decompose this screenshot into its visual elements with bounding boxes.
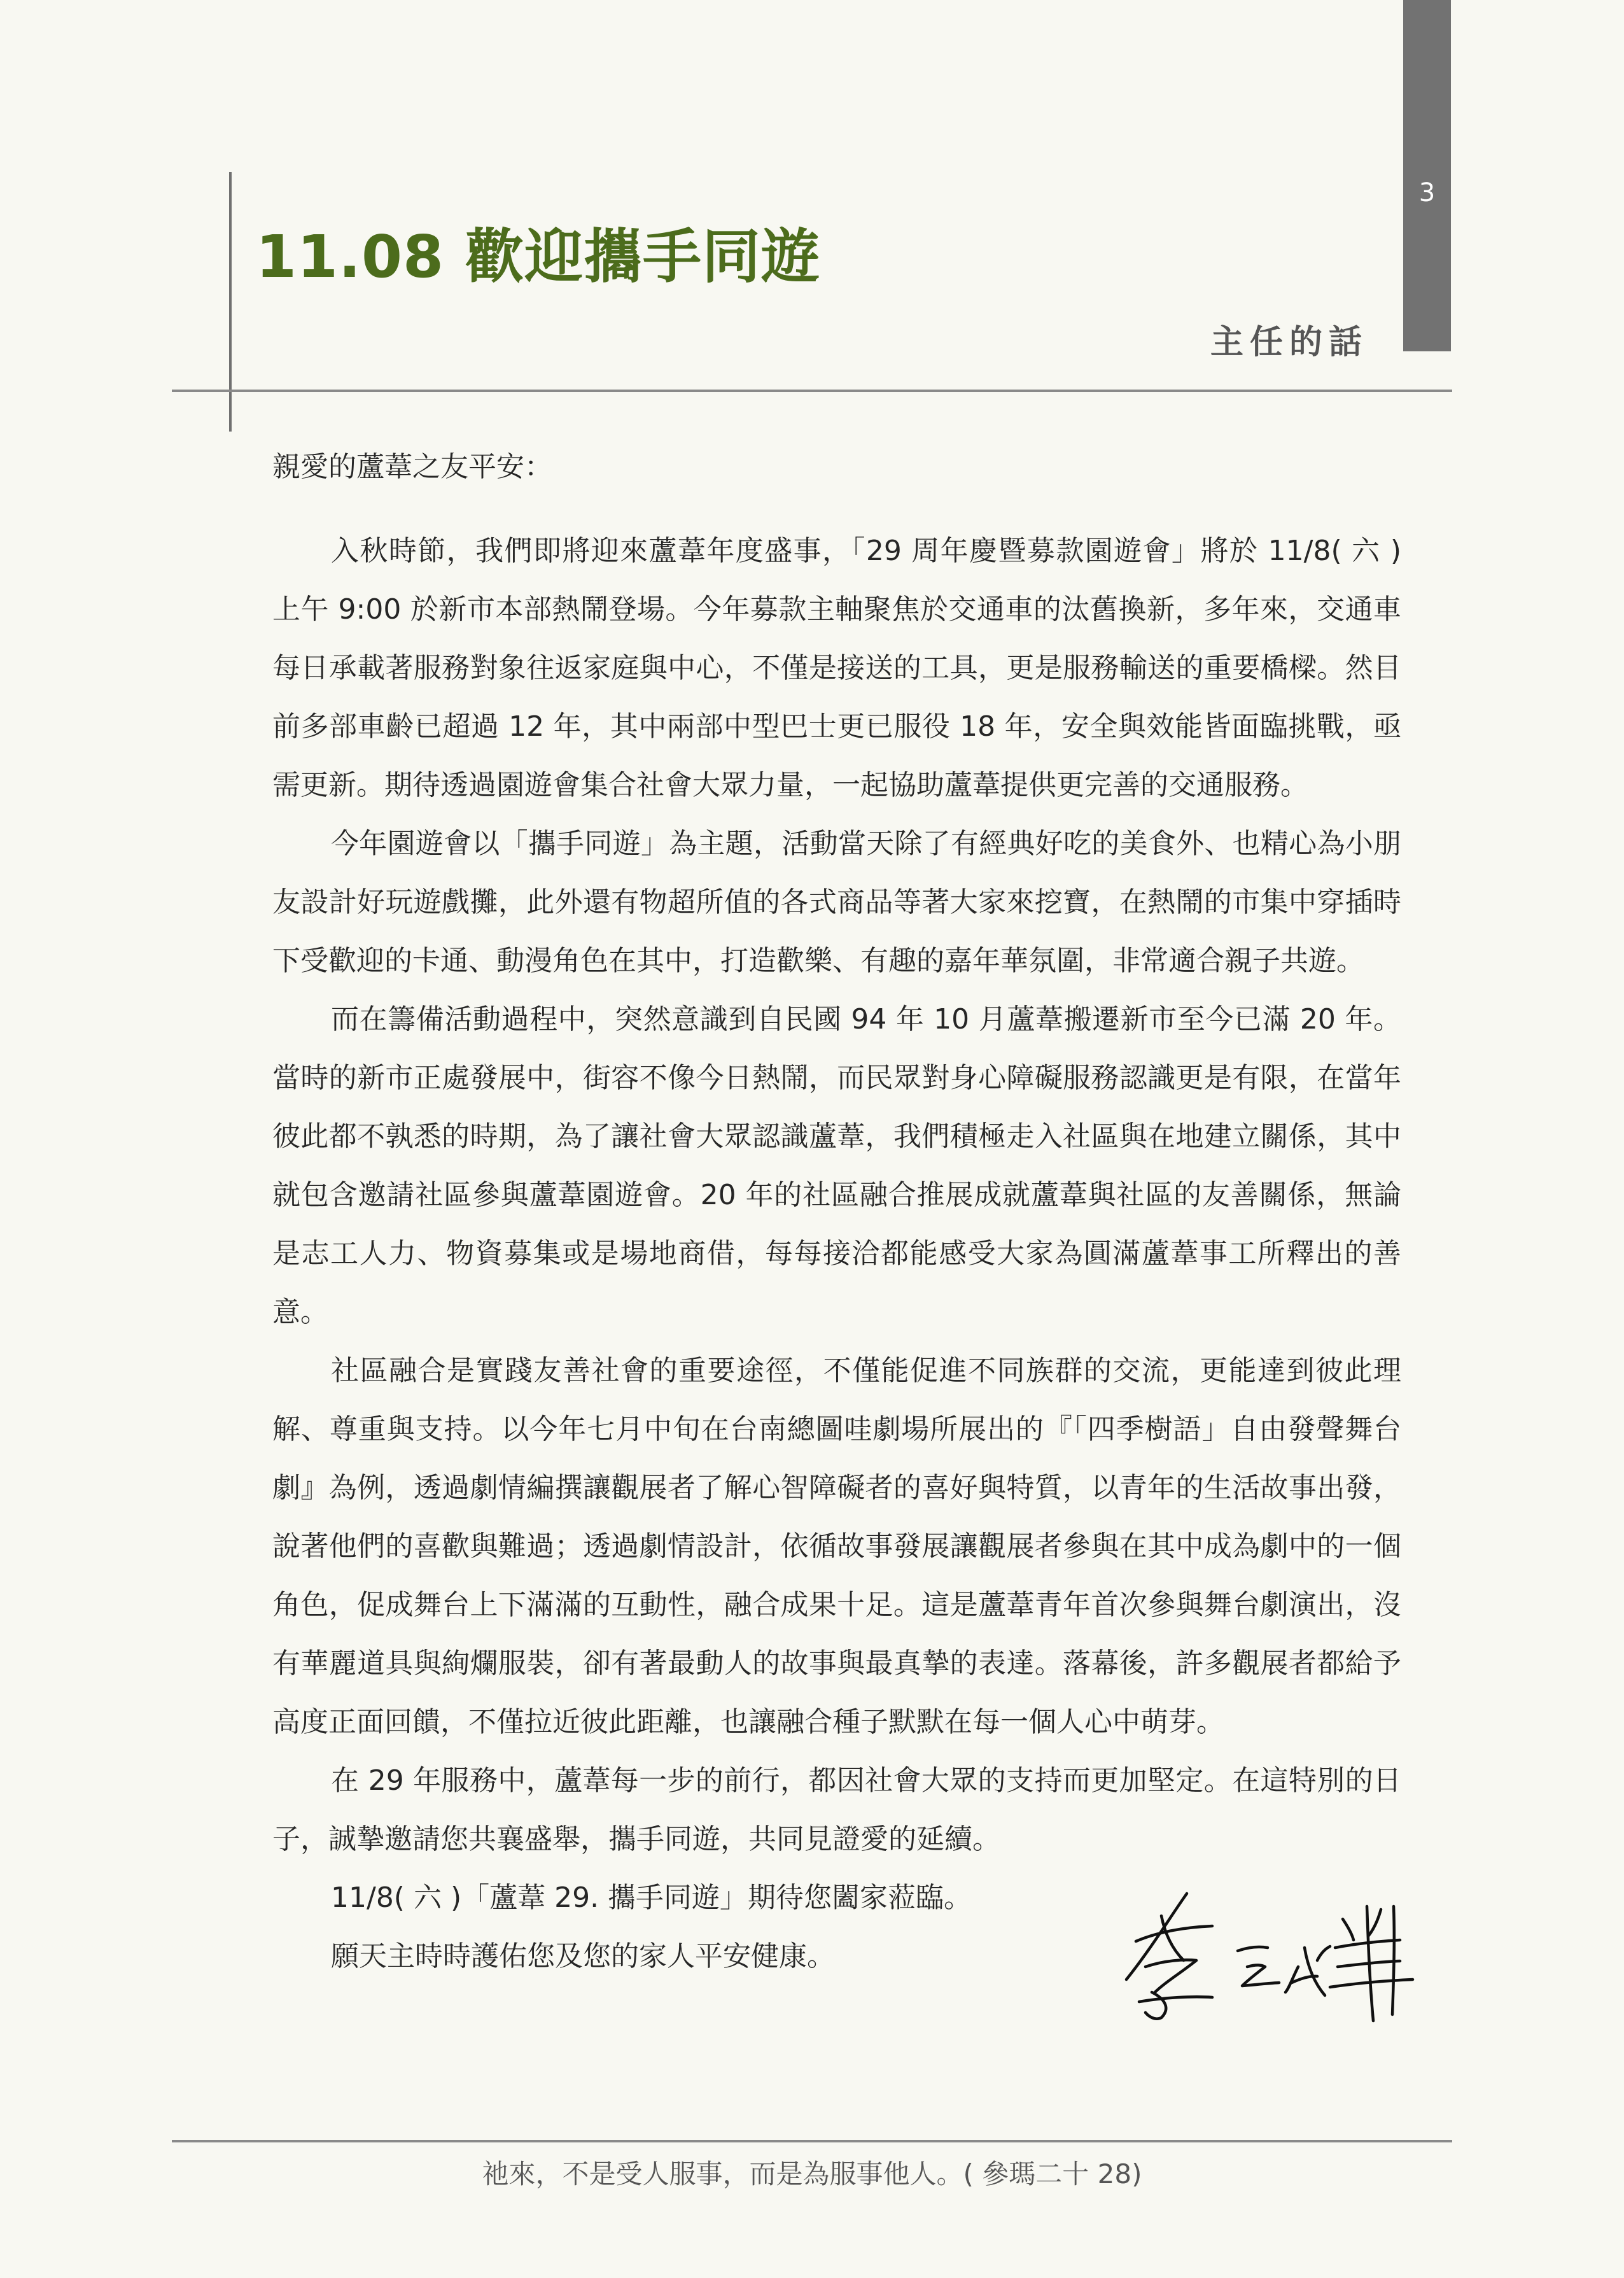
side-tab bbox=[1403, 0, 1451, 351]
footer-quote: 祂來，不是受人服事，而是為服事他人。( 參瑪二十 28) bbox=[482, 2158, 1142, 2190]
letter-paragraph-2: 今年園遊會以「攜手同遊」為主題，活動當天除了有經典好吃的美食外、也精心為小朋友設計好玩遊戲攤，此外還有物超所值的各式商品等著大家來挖寶，在熱鬧的市集中穿插時下受歡迎的卡通、動漫角色在其中，打造歡樂、有趣的嘉年華氛圍，非常適合親子共遊。 bbox=[272, 827, 1401, 977]
letter-paragraph-5: 在 29 年服務中，蘆葦每一步的前行，都因社會大眾的支持而更加堅定。在這特別的日子，誠摯邀請您共襄盛舉，攜手同遊，共同見證愛的延續。 bbox=[272, 1764, 1401, 1855]
letter-paragraph-3: 而在籌備活動過程中，突然意識到自民國 94 年 10 月蘆葦搬遷新市至今已滿 20 年。當時的新市正處發展中，街容不像今日熱鬧，而民眾對身心障礙服務認識更是有限，在當年彼此都不孰悉的時期，為了讓社會大眾認識蘆葦，我們積極走入社區與在地建立關係，其中就包含邀請社區參與蘆葦園遊會。20 年的社區融合推展成就蘆葦與社區的友善關係，無論是志工人力、物資募集或是場地商借，每每接洽都能感受大家為圓滿蘆葦事工所釋出的善意。 bbox=[272, 1003, 1401, 1328]
letter-body bbox=[272, 438, 1401, 1986]
footer-rule bbox=[172, 2140, 1452, 2142]
letter-greeting: 親愛的蘆葦之友平安： bbox=[272, 451, 552, 483]
letter-paragraph-6: 11/8( 六 )「蘆葦 29. 攜手同遊」期待您闔家蒞臨。 bbox=[331, 1881, 972, 1914]
page-title: 11.08 歡迎攜手同遊 bbox=[256, 223, 821, 291]
handwritten-signature bbox=[1101, 1871, 1432, 2024]
letter-paragraph-4: 社區融合是實踐友善社會的重要途徑，不僅能促進不同族群的交流，更能達到彼此理解、尊重與支持。以今年七月中旬在台南總圖哇劇場所展出的『「四季樹語」自由發聲舞台劇』為例，透過劇情編撰讓觀展者了解心智障礙者的喜好與特質，以青年的生活故事出發，說著他們的喜歡與難過；透過劇情設計，依循故事發展讓觀展者參與在其中成為劇中的一個角色，促成舞台上下滿滿的互動性，融合成果十足。這是蘆葦青年首次參與舞台劇演出，沒有華麗道具與絢爛服裝，卻有著最動人的故事與最真摯的表達。落幕後，許多觀展者都給予高度正面回饋，不僅拉近彼此距離，也讓融合種子默默在每一個人心中萌芽。 bbox=[272, 1354, 1401, 1738]
header-rule bbox=[172, 390, 1452, 392]
letter-paragraph-7: 願天主時時護佑您及您的家人平安健康。 bbox=[331, 1940, 835, 1972]
page-number: 3 bbox=[1418, 178, 1436, 207]
section-label: 主任的話 bbox=[1210, 323, 1368, 362]
letter-paragraph-1: 入秋時節，我們即將迎來蘆葦年度盛事，「29 周年慶暨募款園遊會」將於 11/8( 六 ) 上午 9:00 於新市本部熱鬧登場。今年募款主軸聚焦於交通車的汰舊換新，多年來，交通車每日承載著服務對象往返家庭與中心，不僅是接送的工具，更是服務輸送的重要橋樑。然目前多部車齡已超過 12 年，其中兩部中型巴士更已服役 18 年，安全與效能皆面臨挑戰，亟需更新。期待透過園遊會集合社會大眾力量，一起協助蘆葦提供更完善的交通服務。 bbox=[272, 535, 1401, 801]
vertical-rule bbox=[229, 172, 232, 432]
